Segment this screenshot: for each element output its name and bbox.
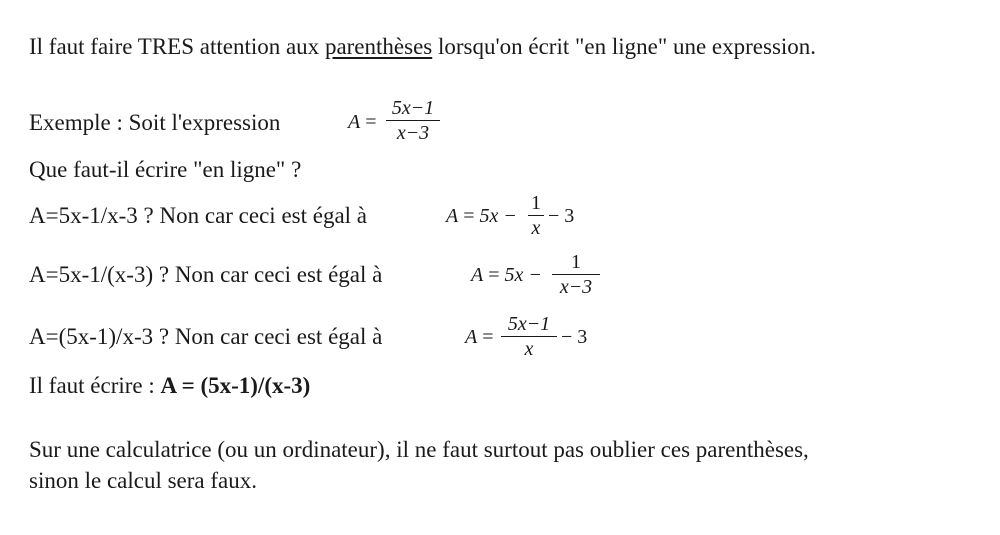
attempt1-text: A=5x-1/x-3 ? Non car ceci est égal à <box>29 203 368 228</box>
attempt2-text: A=5x-1/(x-3) ? Non car ceci est égal à <box>29 262 383 287</box>
attempt1-post: − 3 <box>548 205 575 227</box>
conclusion-line1: Sur une calculatrice (ou un ordinateur), il ne faut surtout pas oublier ces parenthèses, <box>29 437 809 462</box>
answer-line <box>29 372 310 400</box>
attempt1-denominator: x <box>531 217 541 239</box>
answer-formula: A = (5x-1)/(x-3) <box>160 373 311 398</box>
question-line: Que faut-il écrire "en ligne" ? <box>29 157 302 182</box>
answer-label: Il faut écrire : <box>29 373 161 398</box>
intro-after: lorsqu'on écrit "en ligne" une expression. <box>432 34 817 59</box>
attempt3-fraction <box>501 313 557 360</box>
attempt2-numerator: 1 <box>571 251 581 273</box>
attempt3-numerator: 5x−1 <box>507 313 551 335</box>
intro-underlined-word: parenthèses <box>324 34 433 59</box>
intro-before: Il faut faire TRES attention aux <box>29 34 325 59</box>
attempt1-fraction <box>528 192 544 239</box>
example-label: Exemple : Soit l'expression <box>29 110 281 135</box>
example-denominator: x−3 <box>396 122 430 144</box>
attempt3-text: A=(5x-1)/x-3 ? Non car ceci est égal à <box>29 324 383 349</box>
example-fraction <box>386 97 440 144</box>
attempt3-post: − 3 <box>561 326 588 348</box>
attempt2-fraction <box>552 251 600 298</box>
example-lhs: A = <box>348 111 377 133</box>
attempt3-lhs: A = <box>465 326 494 348</box>
attempt2-denominator: x−3 <box>559 276 593 298</box>
attempt1-lhs: A = 5x − <box>446 205 517 227</box>
attempt1-numerator: 1 <box>531 192 541 214</box>
conclusion-line2: sinon le calcul sera faux. <box>29 468 257 493</box>
attempt3-denominator: x <box>524 338 534 360</box>
intro-line <box>29 33 816 61</box>
example-numerator: 5x−1 <box>391 97 435 119</box>
attempt2-lhs: A = 5x − <box>471 264 542 286</box>
